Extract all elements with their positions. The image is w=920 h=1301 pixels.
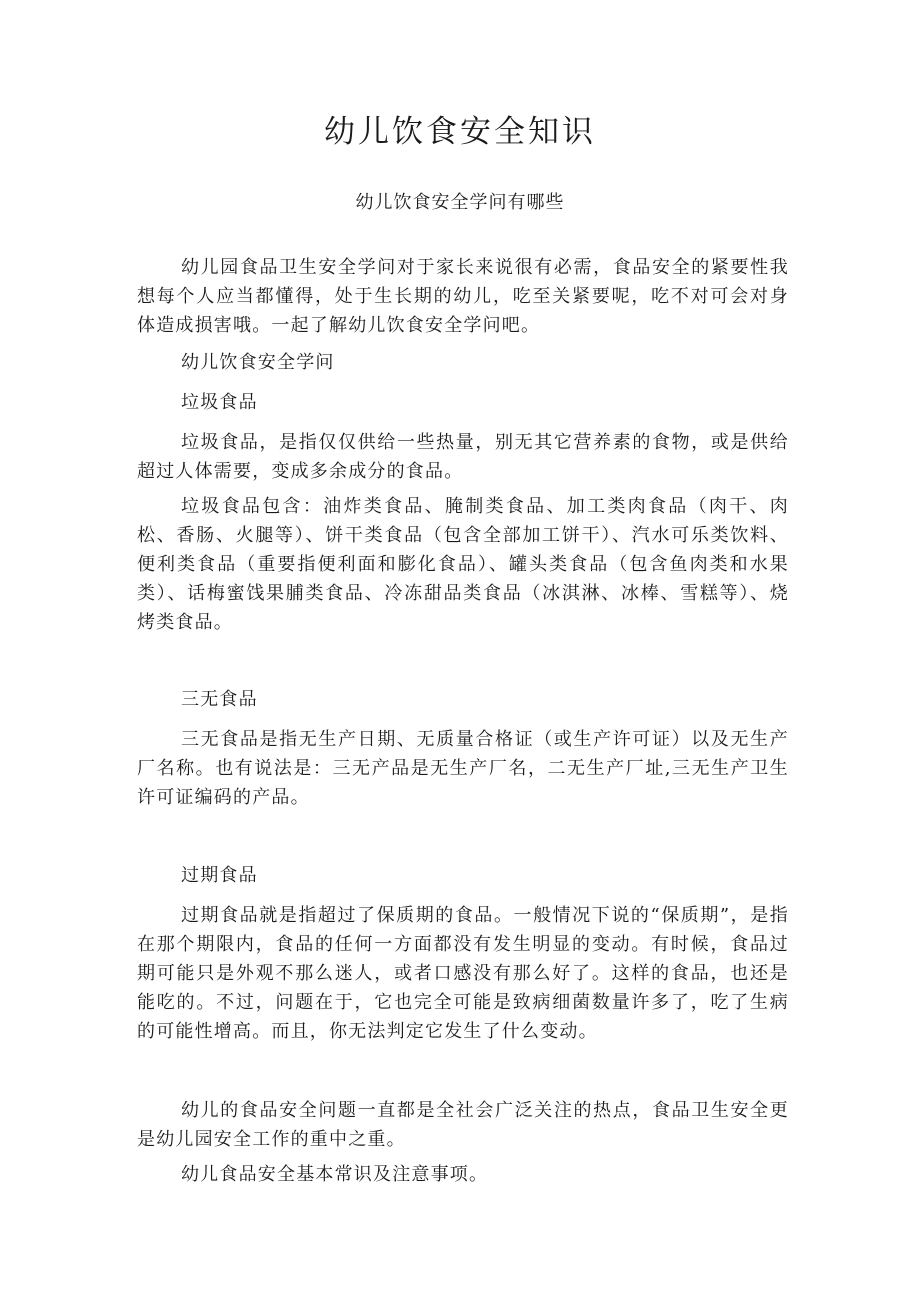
closing-paragraph: 幼儿的食品安全问题一直都是全社会广泛关注的热点，食品卫生安全更是幼儿园安全工作的重中之重。: [137, 1100, 789, 1150]
three-no-food-paragraph: 三无食品是指无生产日期、无质量合格证（或生产许可证）以及无生产厂名称。也有说法是：三无产品是无生产厂名，二无生产厂址,三无生产卫生许可证编码的产品。: [137, 729, 789, 808]
junk-food-definition-paragraph: 垃圾食品，是指仅仅供给一些热量，别无其它营养素的食物，或是供给超过人体需要，变成多余成分的食品。: [137, 432, 789, 482]
expired-food-paragraph: 过期食品就是指超过了保质期的食品。一般情况下说的“保质期”，是指在那个期限内，食品的任何一方面都没有发生明显的变动。有时候，食品过期可能只是外观不那么迷人，或者口感没有那么好了。这样的食品，也还是能吃的。不过，问题在于，它也完全可能是致病细菌数量许多了，吃了生病的可能性增高。而且，你无法判定它发生了什么变动。: [137, 905, 789, 1042]
section-heading-three-no-food: 三无食品: [181, 689, 258, 710]
section-heading-junk-food: 垃圾食品: [181, 392, 258, 413]
section-heading-expired-food: 过期食品: [181, 865, 258, 886]
section-heading-main: 幼儿饮食安全学问: [181, 352, 335, 373]
document-subtitle: 幼儿饮食安全学问有哪些: [355, 192, 565, 213]
closing-note: 幼儿食品安全基本常识及注意事项。: [181, 1164, 489, 1185]
junk-food-list-paragraph: 垃圾食品包含：油炸类食品、腌制类食品、加工类肉食品（肉干、肉松、香肠、火腿等）、饼干类食品（包含全部加工饼干）、汽水可乐类饮料、便利类食品（重要指便利面和膨化食品）、罐头类食品（包含鱼肉类和水果类）、话梅蜜饯果脯类食品、冷冻甜品类食品（冰淇淋、冰棒、雪糕等）、烧烤类食品。: [137, 496, 789, 633]
intro-paragraph: 幼儿园食品卫生安全学问对于家长来说很有必需，食品安全的紧要性我想每个人应当都懂得，处于生长期的幼儿，吃至关紧要呢，吃不对可会对身体造成损害哦。一起了解幼儿饮食安全学问吧。: [137, 257, 789, 336]
document-title: 幼儿饮食安全知识: [324, 114, 596, 150]
